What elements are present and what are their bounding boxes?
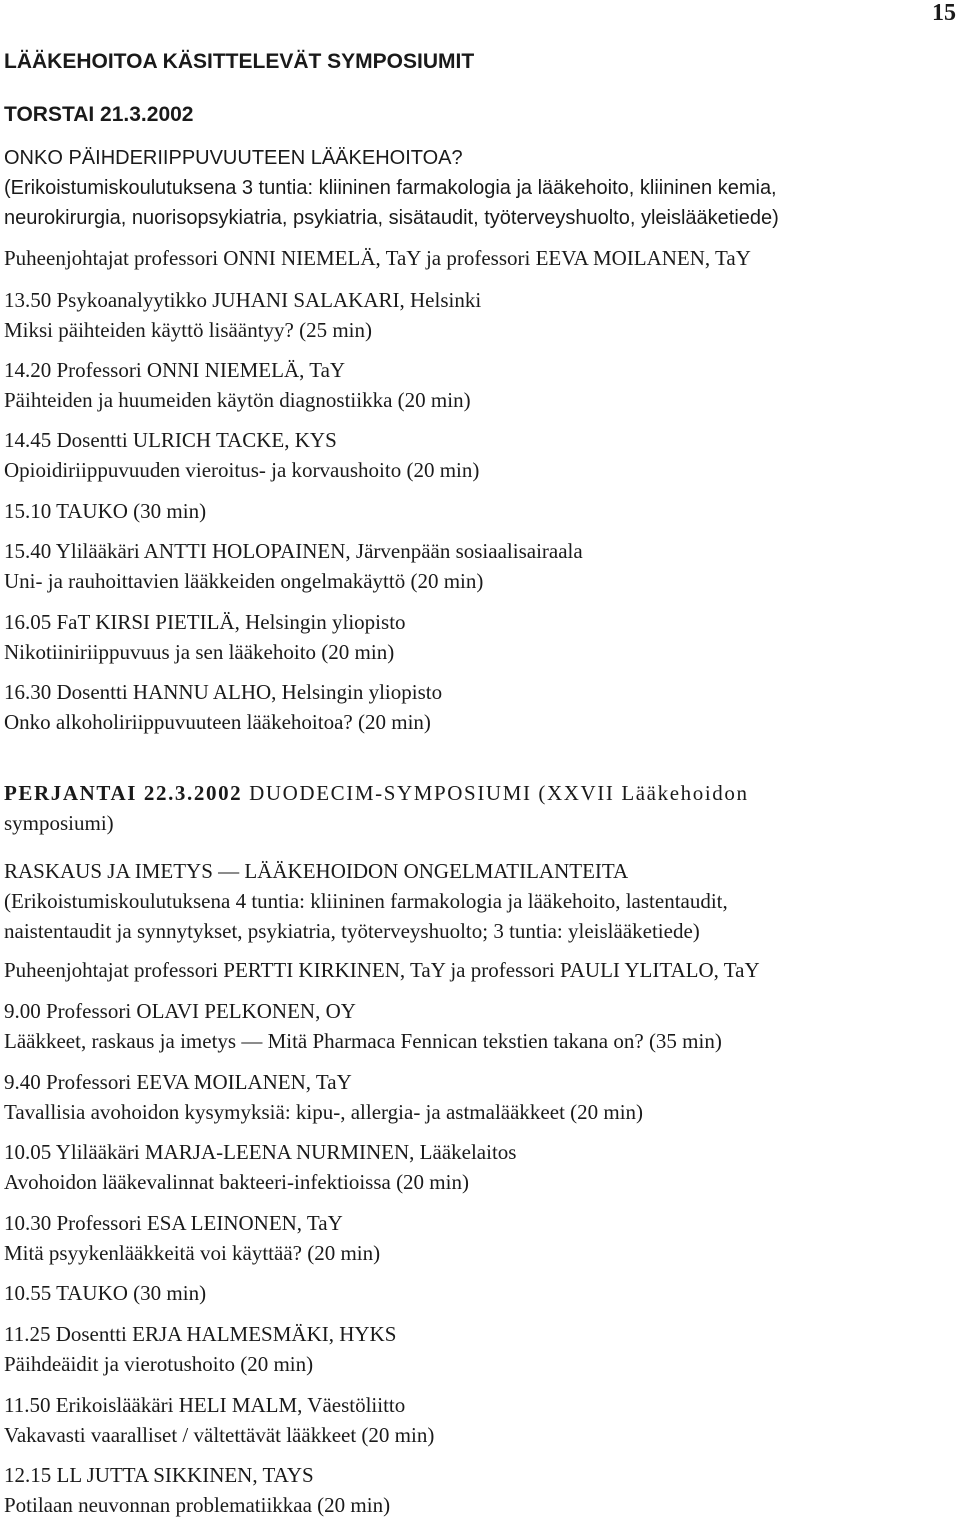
break-label: 10.55 TAUKO (30 min) <box>4 1281 207 1305</box>
friday-date-line <box>4 778 952 808</box>
talk-speaker: 14.20 Professori ONNI NIEMELÄ, TaY <box>4 358 346 382</box>
friday-talk <box>4 1208 952 1268</box>
talk-speaker: 11.50 Erikoislääkäri HELI MALM, Väestöliitto <box>4 1393 406 1417</box>
friday-chairs: Puheenjohtajat professori PERTTI KIRKINEN, TaY ja professori PAULI YLITALO, TaY <box>4 958 760 982</box>
talk-topic: Nikotiiniriippuvuus ja sen lääkehoito (20 min) <box>4 640 395 664</box>
friday-training-note-2: naistentaudit ja synnytykset, psykiatria, työterveyshuolto; 3 tuntia: yleislääketiede) <box>4 919 700 943</box>
thursday-header <box>4 143 952 233</box>
thursday-chairs: Puheenjohtajat professori ONNI NIEMELÄ, TaY ja professori EEVA MOILANEN, TaY <box>4 246 751 270</box>
talk-topic: Päihteiden ja huumeiden käytön diagnostiikka (20 min) <box>4 388 471 412</box>
thursday-date-block <box>4 100 952 130</box>
talk-speaker: 11.25 Dosentti ERJA HALMESMÄKI, HYKS <box>4 1322 397 1346</box>
talk-speaker: 16.05 FaT KIRSI PIETILÄ, Helsingin yliopisto <box>4 610 406 634</box>
friday-date: PERJANTAI 22.3.2002 <box>4 781 243 805</box>
talk-speaker: 10.30 Professori ESA LEINONEN, TaY <box>4 1211 343 1235</box>
thursday-talk <box>4 677 952 737</box>
talk-topic: Vakavasti vaaralliset / vältettävät lääkkeet (20 min) <box>4 1423 435 1447</box>
thursday-talk <box>4 285 952 345</box>
friday-training-note-1: (Erikoistumiskoulutuksena 4 tuntia: kliininen farmakologia ja lääkehoito, lastentaudit, <box>4 889 728 913</box>
thursday-talk <box>4 536 952 596</box>
thursday-date: TORSTAI 21.3.2002 <box>4 103 194 126</box>
talk-topic: Mitä psyykenlääkkeitä voi käyttää? (20 min) <box>4 1241 381 1265</box>
section-title-block <box>4 47 952 77</box>
friday-chairs-block <box>4 955 952 985</box>
section-title: LÄÄKEHOITOA KÄSITTELEVÄT SYMPOSIUMIT <box>4 50 475 73</box>
friday-talk <box>4 996 952 1056</box>
break-label: 15.10 TAUKO (30 min) <box>4 499 207 523</box>
friday-title-block <box>4 856 952 946</box>
thursday-title: ONKO PÄIHDERIIPPUVUUTEEN LÄÄKEHOITOA? <box>4 147 463 169</box>
talk-speaker: 10.05 Ylilääkäri MARJA-LEENA NURMINEN, Lääkelaitos <box>4 1140 517 1164</box>
talk-topic: Tavallisia avohoidon kysymyksiä: kipu-, allergia- ja astmalääkkeet (20 min) <box>4 1100 644 1124</box>
talk-speaker: 9.00 Professori OLAVI PELKONEN, OY <box>4 999 356 1023</box>
thursday-break <box>4 496 952 526</box>
friday-talk <box>4 1137 952 1197</box>
thursday-talk <box>4 607 952 667</box>
talk-speaker: 16.30 Dosentti HANNU ALHO, Helsingin yliopisto <box>4 680 443 704</box>
talk-topic: Onko alkoholiriippuvuuteen lääkehoitoa? (20 min) <box>4 710 431 734</box>
talk-speaker: 15.40 Ylilääkäri ANTTI HOLOPAINEN, Järvenpään sosiaalisairaala <box>4 539 583 563</box>
friday-header <box>4 778 952 838</box>
talk-topic: Miksi päihteiden käyttö lisääntyy? (25 min) <box>4 318 373 342</box>
talk-speaker: 13.50 Psykoanalyytikko JUHANI SALAKARI, Helsinki <box>4 288 482 312</box>
talk-topic: Potilaan neuvonnan problematiikkaa (20 min) <box>4 1493 391 1517</box>
thursday-talk <box>4 355 952 415</box>
friday-talk <box>4 1067 952 1127</box>
thursday-talk <box>4 425 952 485</box>
talk-topic: Lääkkeet, raskaus ja imetys — Mitä Pharmaca Fennican tekstien takana on? (35 min) <box>4 1029 722 1053</box>
friday-talk <box>4 1319 952 1379</box>
thursday-chairs-block <box>4 243 952 273</box>
talk-topic: Uni- ja rauhoittavien lääkkeiden ongelmakäyttö (20 min) <box>4 569 484 593</box>
page-number: 15 <box>932 0 956 26</box>
talk-speaker: 12.15 LL JUTTA SIKKINEN, TAYS <box>4 1463 314 1487</box>
talk-speaker: 9.40 Professori EEVA MOILANEN, TaY <box>4 1070 352 1094</box>
friday-title: RASKAUS JA IMETYS — LÄÄKEHOIDON ONGELMATILANTEITA <box>4 859 629 883</box>
talk-topic: Päihdeäidit ja vierotushoito (20 min) <box>4 1352 314 1376</box>
talk-speaker: 14.45 Dosentti ULRICH TACKE, KYS <box>4 428 337 452</box>
friday-symposium-line2: symposiumi) <box>4 811 114 835</box>
friday-break <box>4 1278 952 1308</box>
talk-topic: Avohoidon lääkevalinnat bakteeri-infektioissa (20 min) <box>4 1170 469 1194</box>
friday-symposium-line1: DUODECIM-SYMPOSIUMI (XXVII Lääkehoidon <box>249 781 749 805</box>
friday-talk <box>4 1460 952 1520</box>
thursday-training-note-2: neurokirurgia, nuorisopsykiatria, psykiatria, sisätaudit, työterveyshuolto, yleislääketiede) <box>4 207 779 229</box>
talk-topic: Opioidiriippuvuuden vieroitus- ja korvaushoito (20 min) <box>4 458 480 482</box>
thursday-training-note-1: (Erikoistumiskoulutuksena 3 tuntia: kliininen farmakologia ja lääkehoito, kliininen kemia, <box>4 177 777 199</box>
friday-talk <box>4 1390 952 1450</box>
